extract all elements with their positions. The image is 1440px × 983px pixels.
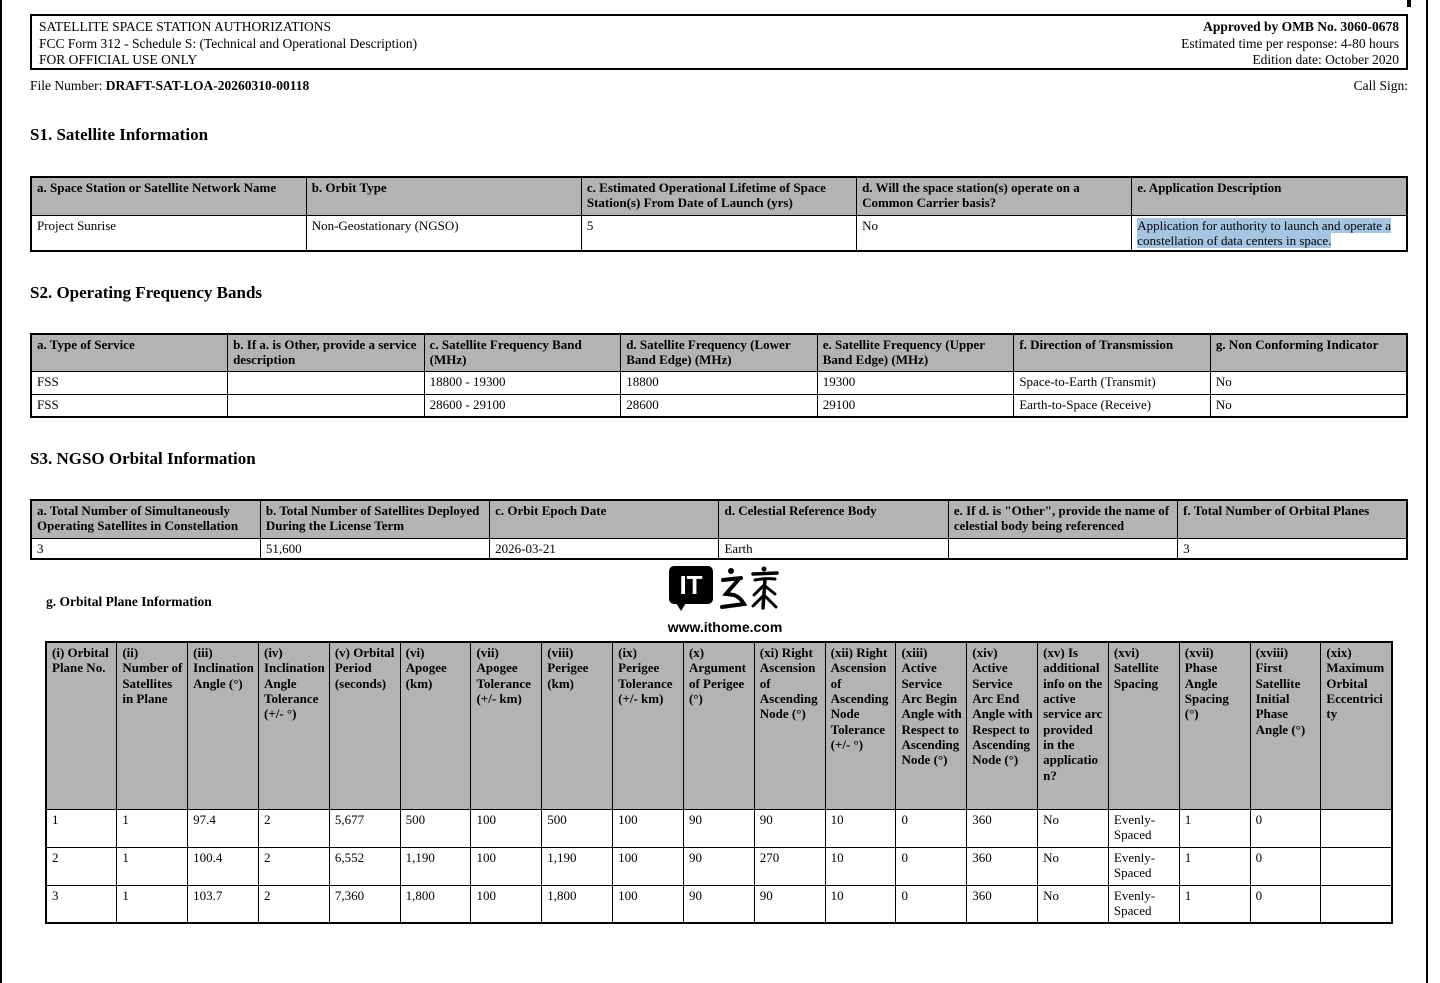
table-cell: 2 <box>258 885 329 923</box>
ithome-cjk-icon <box>719 566 781 612</box>
table-cell: 1 <box>46 809 117 847</box>
table-cell: 0 <box>1250 847 1321 885</box>
table-cell: 2 <box>258 847 329 885</box>
table-cell: 28600 <box>621 394 818 417</box>
table-cell: No <box>1038 847 1109 885</box>
column-header: b. If a. is Other, provide a service description <box>228 334 425 371</box>
table-cell <box>948 538 1177 559</box>
table-cell: No <box>1038 885 1109 923</box>
file-number-label: File Number: <box>30 78 103 93</box>
table-cell: 3 <box>46 885 117 923</box>
table-cell: 100 <box>471 809 542 847</box>
table-cell: 1,800 <box>542 885 613 923</box>
table-row <box>31 215 1407 251</box>
orbital-plane-table <box>45 641 1393 924</box>
table-cell: 360 <box>967 809 1038 847</box>
table-cell: No <box>1210 371 1407 394</box>
table-cell <box>1132 215 1407 251</box>
table-cell: 29100 <box>817 394 1014 417</box>
table-cell: 360 <box>967 847 1038 885</box>
column-header: b. Orbit Type <box>306 177 581 215</box>
file-number-line <box>30 78 1408 94</box>
column-header: (xvii) Phase Angle Spacing (°) <box>1179 642 1250 809</box>
table-cell <box>1321 809 1392 847</box>
column-header: c. Estimated Operational Lifetime of Space Station(s) From Date of Launch (yrs) <box>581 177 856 215</box>
table-cell: 51,600 <box>260 538 489 559</box>
table-cell: 0 <box>896 847 967 885</box>
estimated-time: Estimated time per response: 4-80 hours <box>1181 35 1399 51</box>
omb-approval: Approved by OMB No. 3060-0678 <box>1203 19 1399 34</box>
document-page <box>30 14 1408 924</box>
column-header: e. Satellite Frequency (Upper Band Edge) (MHz) <box>817 334 1014 371</box>
column-header: c. Satellite Frequency Band (MHz) <box>424 334 621 371</box>
table-cell: 1 <box>1179 809 1250 847</box>
table-cell: 6,552 <box>329 847 400 885</box>
selected-text-highlight: Application for authority to launch and operate a constellation of data centers in space. <box>1137 217 1392 248</box>
column-header: e. If d. is "Other", provide the name of celestial body being referenced <box>948 500 1177 538</box>
table-cell: 2 <box>46 847 117 885</box>
table-cell: 1 <box>117 847 188 885</box>
form-header-box <box>30 14 1408 70</box>
table-cell: 100 <box>613 885 684 923</box>
column-header: (xvi) Satellite Spacing <box>1108 642 1179 809</box>
edition-date: Edition date: October 2020 <box>1252 52 1399 67</box>
table-cell: 3 <box>1178 538 1407 559</box>
table-cell: 0 <box>1250 809 1321 847</box>
section-s2-title: S2. Operating Frequency Bands <box>30 283 263 303</box>
table-cell: 1 <box>117 809 188 847</box>
column-header: (iii) Inclination Angle (°) <box>188 642 259 809</box>
column-header: a. Space Station or Satellite Network Name <box>31 177 306 215</box>
table-cell: 500 <box>542 809 613 847</box>
table-header-row <box>46 642 1392 809</box>
column-header: d. Celestial Reference Body <box>719 500 948 538</box>
table-cell: 2 <box>258 809 329 847</box>
column-header: (viii) Perigee (km) <box>542 642 613 809</box>
table-cell: 1 <box>1179 885 1250 923</box>
table-cell: 100.4 <box>188 847 259 885</box>
column-header: (x) Argument of Perigee (°) <box>683 642 754 809</box>
call-sign-label: Call Sign: <box>1353 78 1408 93</box>
table-cell: 90 <box>683 847 754 885</box>
ithome-url: www.ithome.com <box>667 619 783 636</box>
form-title: SATELLITE SPACE STATION AUTHORIZATIONS <box>39 19 332 34</box>
column-header: (xiii) Active Service Arc Begin Angle with Respect to Ascending Node (°) <box>896 642 967 809</box>
table-cell: 97.4 <box>188 809 259 847</box>
table-cell: 1,800 <box>400 885 471 923</box>
table-cell: 90 <box>683 809 754 847</box>
table-cell: Evenly-Spaced <box>1108 847 1179 885</box>
table-cell: Non-Geostationary (NGSO) <box>306 215 581 251</box>
form-subtitle: FCC Form 312 - Schedule S: (Technical and Operational Description) <box>39 35 418 51</box>
table-cell: 103.7 <box>188 885 259 923</box>
column-header: d. Will the space station(s) operate on a Common Carrier basis? <box>857 177 1132 215</box>
column-header: d. Satellite Frequency (Lower Band Edge) (MHz) <box>621 334 818 371</box>
table-cell: 10 <box>825 885 896 923</box>
column-header: (xii) Right Ascension of Ascending Node Tolerance (+/- °) <box>825 642 896 809</box>
table-cell: Earth <box>719 538 948 559</box>
column-header: (xviii) First Satellite Initial Phase Angle (°) <box>1250 642 1321 809</box>
column-header: (iv) Inclination Angle Tolerance (+/- °) <box>258 642 329 809</box>
ithome-logo <box>608 566 842 611</box>
column-header: c. Orbit Epoch Date <box>490 500 719 538</box>
table-cell: 0 <box>896 809 967 847</box>
table-header-row <box>31 177 1407 215</box>
table-cell: 90 <box>754 809 825 847</box>
page-left-border <box>0 0 2 983</box>
column-header: (vi) Apogee (km) <box>400 642 471 809</box>
table-cell: FSS <box>31 394 228 417</box>
table-cell <box>1321 885 1392 923</box>
column-header: b. Total Number of Satellites Deployed During the License Term <box>260 500 489 538</box>
table-cell: 90 <box>683 885 754 923</box>
column-header: (ii) Number of Satellites in Plane <box>117 642 188 809</box>
table-cell: 100 <box>613 809 684 847</box>
table-row <box>31 538 1407 559</box>
table-cell: 7,360 <box>329 885 400 923</box>
column-header: (xiv) Active Service Arc End Angle with Respect to Ascending Node (°) <box>967 642 1038 809</box>
page-right-border <box>1426 0 1428 983</box>
table-cell: No <box>1210 394 1407 417</box>
table-cell: FSS <box>31 371 228 394</box>
table-cell: 2026-03-21 <box>490 538 719 559</box>
table-cell: 3 <box>31 538 260 559</box>
ithome-watermark <box>608 566 842 635</box>
ithome-it-text: IT <box>679 569 703 600</box>
s1-table <box>30 176 1408 252</box>
column-header: (xi) Right Ascension of Ascending Node (°) <box>754 642 825 809</box>
column-header: (v) Orbital Period (seconds) <box>329 642 400 809</box>
table-cell: Project Sunrise <box>31 215 306 251</box>
table-cell: 90 <box>754 885 825 923</box>
table-row <box>46 847 1392 885</box>
table-cell: Evenly-Spaced <box>1108 885 1179 923</box>
column-header: f. Total Number of Orbital Planes <box>1178 500 1407 538</box>
column-header: a. Total Number of Simultaneously Operating Satellites in Constellation <box>31 500 260 538</box>
column-header: e. Application Description <box>1132 177 1407 215</box>
table-row <box>46 885 1392 923</box>
form-header-left <box>39 19 418 67</box>
page-top-mark <box>1407 0 1411 7</box>
table-cell: Space-to-Earth (Transmit) <box>1014 371 1211 394</box>
column-header: (vii) Apogee Tolerance (+/- km) <box>471 642 542 809</box>
table-cell: 360 <box>967 885 1038 923</box>
column-header: a. Type of Service <box>31 334 228 371</box>
table-cell: 5,677 <box>329 809 400 847</box>
table-cell <box>228 371 425 394</box>
table-cell: 1,190 <box>542 847 613 885</box>
table-cell: Evenly-Spaced <box>1108 809 1179 847</box>
form-notice: FOR OFFICIAL USE ONLY <box>39 52 198 67</box>
file-number <box>30 78 309 94</box>
table-cell: 10 <box>825 809 896 847</box>
s2-table <box>30 333 1408 418</box>
section-s3-title: S3. NGSO Orbital Information <box>30 449 256 469</box>
column-header: (xix) Maximum Orbital Eccentricity <box>1321 642 1392 809</box>
table-cell: 100 <box>471 885 542 923</box>
table-row <box>31 394 1407 417</box>
table-cell: 0 <box>896 885 967 923</box>
table-cell <box>228 394 425 417</box>
column-header: (i) Orbital Plane No. <box>46 642 117 809</box>
table-cell: No <box>1038 809 1109 847</box>
column-header: g. Non Conforming Indicator <box>1210 334 1407 371</box>
table-cell: 18800 <box>621 371 818 394</box>
table-cell: 28600 - 29100 <box>424 394 621 417</box>
file-number-value: DRAFT-SAT-LOA-20260310-00118 <box>105 78 310 93</box>
table-cell: 5 <box>581 215 856 251</box>
table-cell: 0 <box>1250 885 1321 923</box>
table-row <box>31 371 1407 394</box>
column-header: (xv) Is additional info on the active service arc provided in the application? <box>1038 642 1109 809</box>
section-s1-title: S1. Satellite Information <box>30 125 209 144</box>
table-cell: 100 <box>613 847 684 885</box>
table-cell: 1 <box>1179 847 1250 885</box>
ithome-it-badge-icon <box>669 566 713 604</box>
table-cell: 19300 <box>817 371 1014 394</box>
s3-table <box>30 499 1408 560</box>
form-header-right <box>1181 19 1399 67</box>
table-cell <box>1321 847 1392 885</box>
table-cell: 270 <box>754 847 825 885</box>
table-row <box>46 809 1392 847</box>
table-cell: 1,190 <box>400 847 471 885</box>
table-header-row <box>31 334 1407 371</box>
orbital-plane-info-title: g. Orbital Plane Information <box>46 594 212 610</box>
table-cell: 100 <box>471 847 542 885</box>
orbital-plane-section-header <box>30 560 1408 641</box>
table-header-row <box>31 500 1407 538</box>
table-cell: 1 <box>117 885 188 923</box>
column-header: (ix) Perigee Tolerance (+/- km) <box>613 642 684 809</box>
table-cell: 18800 - 19300 <box>424 371 621 394</box>
column-header: f. Direction of Transmission <box>1014 334 1211 371</box>
table-cell: No <box>857 215 1132 251</box>
table-cell: Earth-to-Space (Receive) <box>1014 394 1211 417</box>
table-cell: 500 <box>400 809 471 847</box>
table-cell: 10 <box>825 847 896 885</box>
